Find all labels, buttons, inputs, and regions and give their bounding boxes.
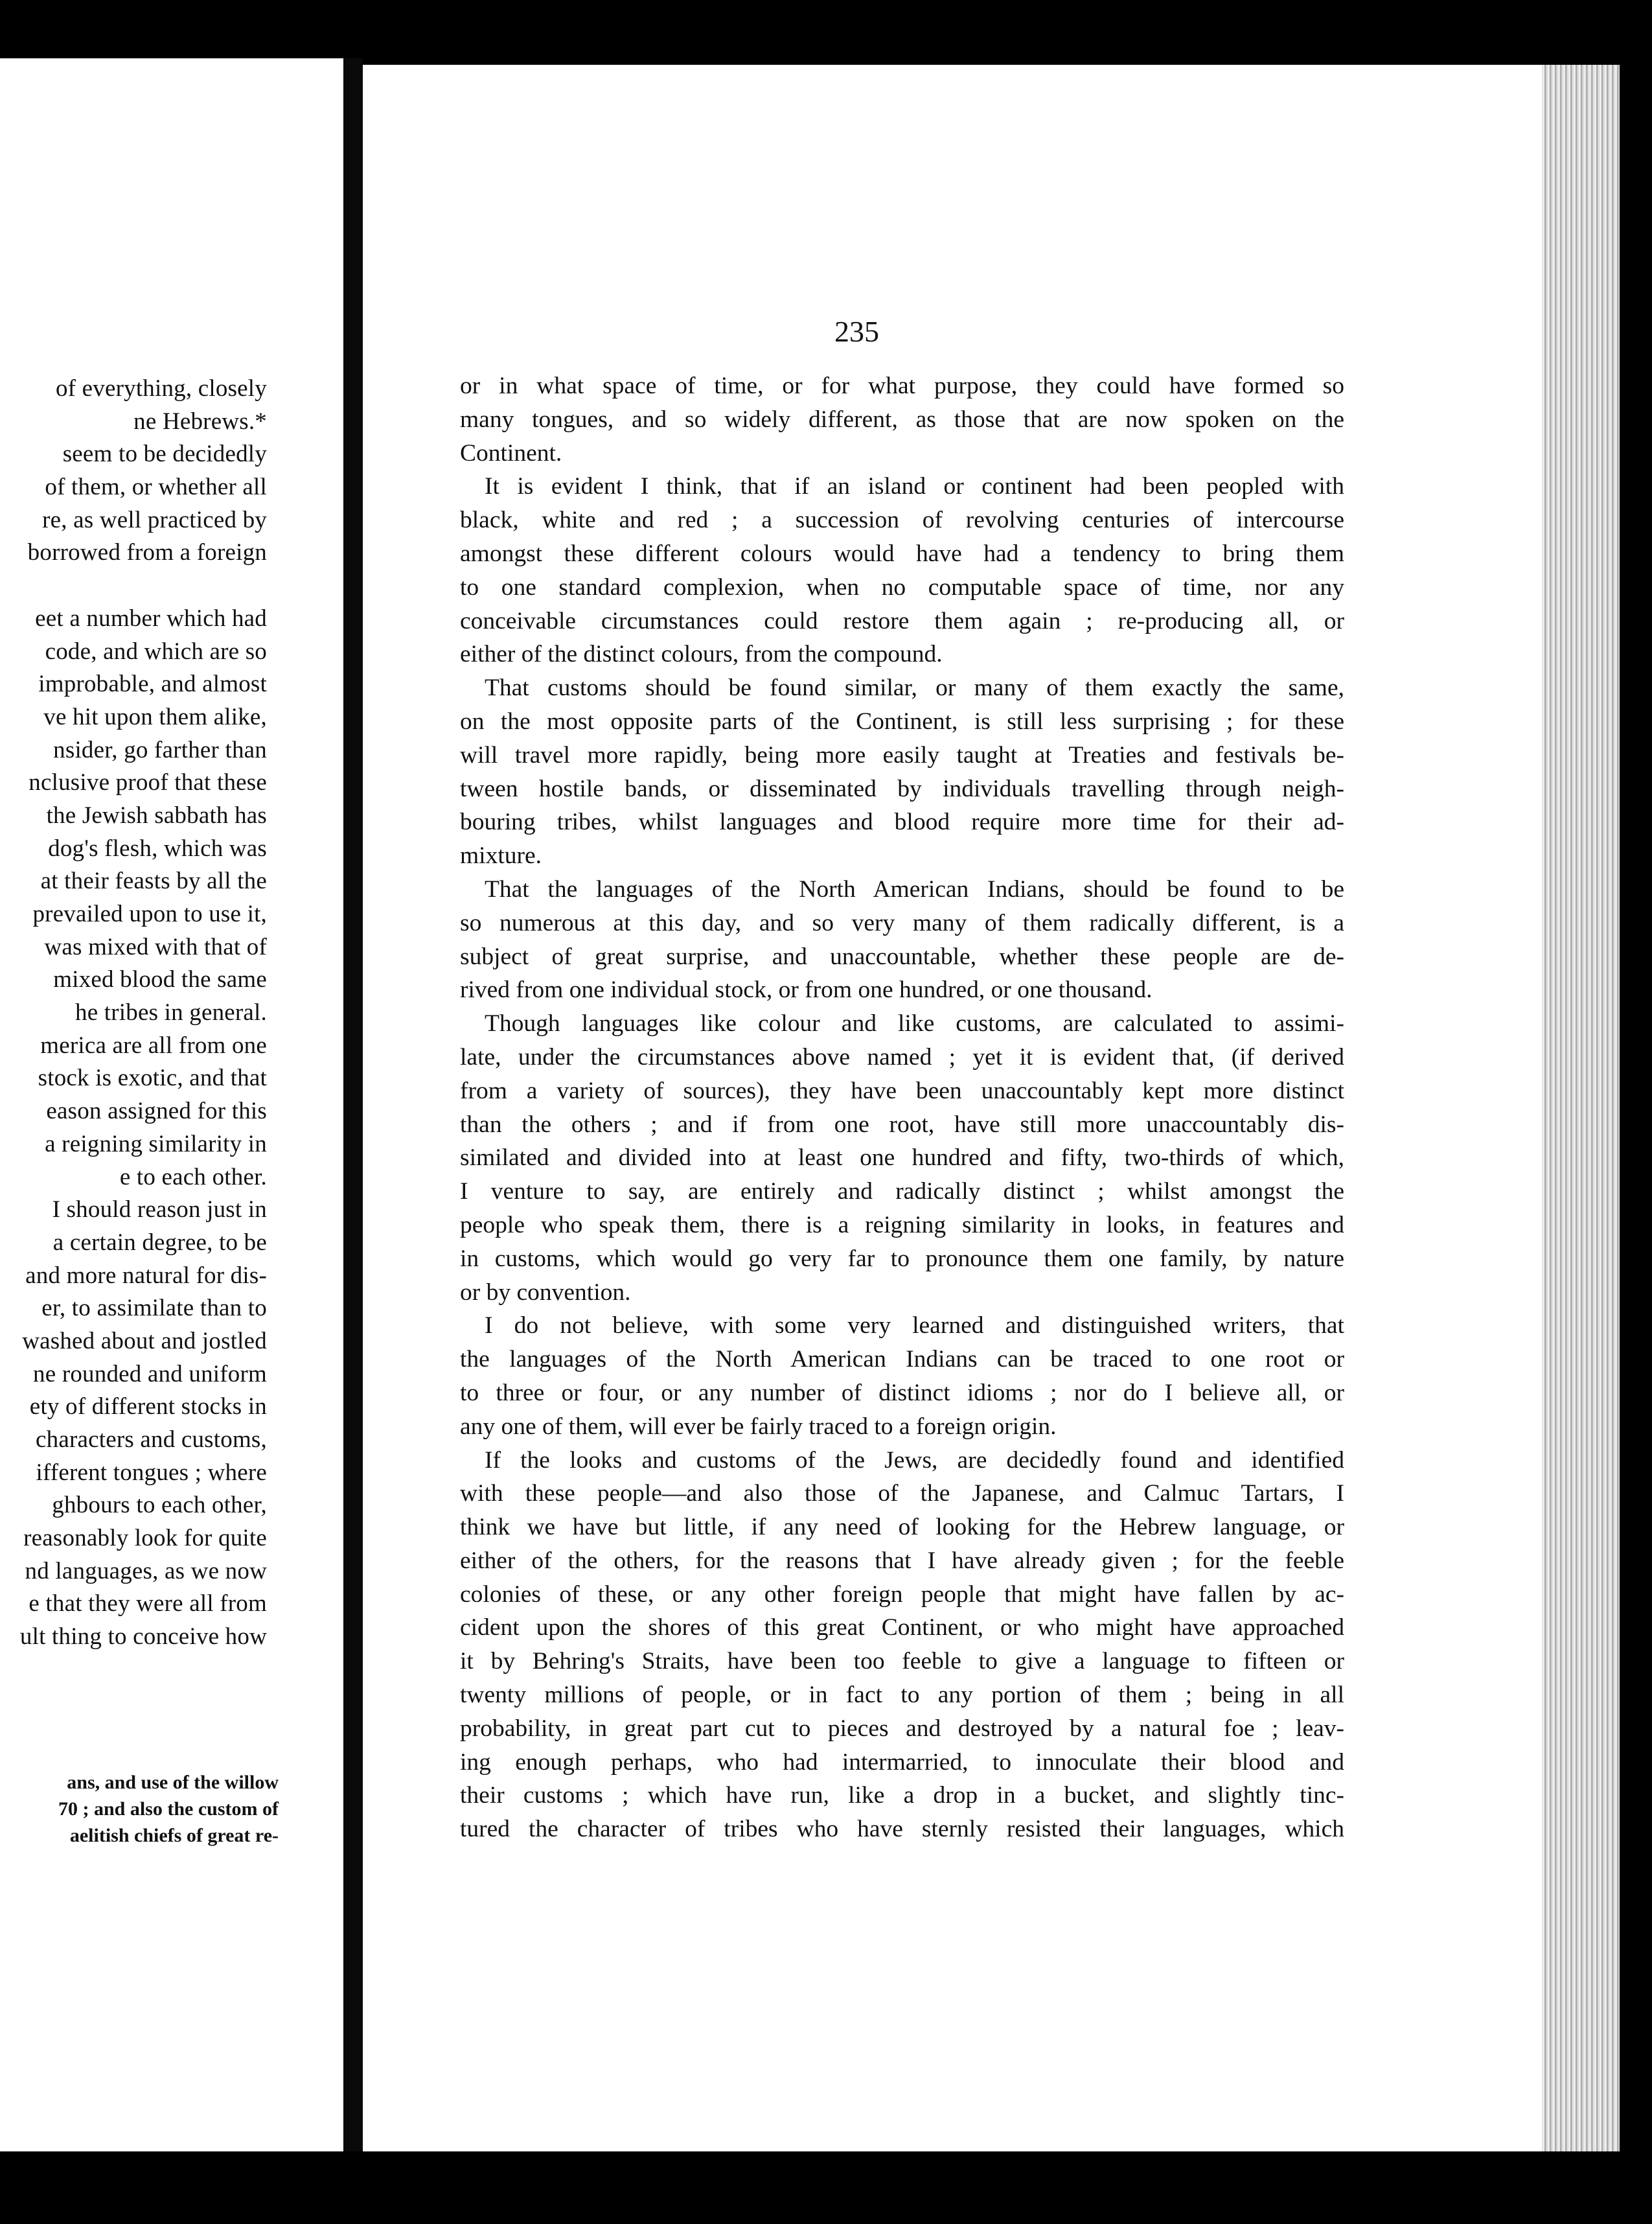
left-text-line: characters and customs, bbox=[36, 1426, 267, 1453]
left-page-fragment bbox=[0, 58, 343, 2151]
body-text-line: tween hostile bands, or disseminated by individuals travelling through neigh- bbox=[460, 775, 1344, 802]
left-text-line: borrowed from a foreign bbox=[27, 539, 267, 566]
left-text-line: ve hit upon them alike, bbox=[43, 703, 267, 730]
body-text-line: with these people—and also those of the Japanese, and Calmuc Tartars, I bbox=[460, 1480, 1344, 1507]
body-text-line: their customs ; which have run, like a drop in a bucket, and slightly tinc- bbox=[460, 1782, 1344, 1809]
left-text-line: and more natural for dis- bbox=[25, 1262, 267, 1289]
left-text-line: of them, or whether all bbox=[45, 474, 267, 501]
left-page-footnotes bbox=[0, 1769, 279, 1849]
body-text-line: people who speak them, there is a reigning similarity in looks, in features and bbox=[460, 1211, 1344, 1238]
body-text-line: probability, in great part cut to pieces and destroyed by a natural foe ; leav- bbox=[460, 1715, 1344, 1742]
book-gutter bbox=[343, 58, 363, 2151]
left-text-line: dog's flesh, which was bbox=[48, 835, 267, 862]
left-text-line: ne rounded and uniform bbox=[33, 1360, 267, 1387]
left-text-line: stock is exotic, and that bbox=[38, 1065, 267, 1092]
scan-border-bottom bbox=[0, 2151, 1652, 2224]
body-text-line: It is evident I think, that if an island or continent had been peopled with bbox=[485, 473, 1344, 500]
scan-border-right bbox=[1620, 65, 1652, 2224]
left-text-line: er, to assimilate than to bbox=[41, 1295, 267, 1322]
body-text-line: the languages of the North American Indians can be traced to one root or bbox=[460, 1346, 1344, 1373]
body-text-line: twenty millions of people, or in fact to any portion of them ; being in all bbox=[460, 1682, 1344, 1709]
body-text-line: any one of them, will ever be fairly traced to a foreign origin. bbox=[460, 1413, 1057, 1440]
left-text-line: washed about and jostled bbox=[22, 1327, 267, 1354]
body-text-line: subject of great surprise, and unaccountable, whether these people are de- bbox=[460, 943, 1344, 970]
left-text-line: ety of different stocks in bbox=[29, 1393, 267, 1420]
left-text-line: eet a number which had bbox=[35, 605, 267, 632]
left-text-line: a certain degree, to be bbox=[52, 1229, 267, 1256]
left-text-line: at their feasts by all the bbox=[40, 868, 267, 895]
left-text-line: he tribes in general. bbox=[75, 999, 267, 1026]
left-text-line: prevailed upon to use it, bbox=[32, 901, 267, 927]
body-text-line: bouring tribes, whilst languages and blood require more time for their ad- bbox=[460, 809, 1344, 836]
body-text-line: so numerous at this day, and so very many of them radically different, is a bbox=[460, 909, 1344, 936]
body-text-line: than the others ; and if from one root, have still more unaccountably dis- bbox=[460, 1111, 1344, 1138]
body-text-line: amongst these different colours would have had a tendency to bring them bbox=[460, 540, 1344, 567]
left-text-line: ult thing to conceive how bbox=[19, 1623, 267, 1651]
left-text-line: of everything, closely bbox=[55, 375, 267, 402]
left-text-line: ifferent tongues ; where bbox=[36, 1459, 267, 1486]
body-text-line: mixture. bbox=[460, 842, 542, 870]
left-text-line: mixed blood the same bbox=[53, 966, 267, 993]
body-text-line: in customs, which would go very far to pronounce them one family, by nature bbox=[460, 1245, 1344, 1272]
right-page-text bbox=[460, 369, 1344, 1846]
body-text-line: or in what space of time, or for what purpose, they could have formed so bbox=[460, 373, 1344, 399]
body-text-line: on the most opposite parts of the Continent, is still less surprising ; for these bbox=[460, 708, 1344, 735]
left-text-line: nclusive proof that these bbox=[29, 769, 267, 796]
left-text-line: ghbours to each other, bbox=[52, 1492, 267, 1519]
left-text-line: ne Hebrews.* bbox=[133, 408, 267, 435]
body-text-line: That customs should be found similar, or many of them exactly the same, bbox=[485, 675, 1344, 702]
body-text-line: I do not believe, with some very learned and distinguished writers, that bbox=[485, 1312, 1344, 1339]
body-text-line: to one standard complexion, when no computable space of time, nor any bbox=[460, 573, 1344, 601]
left-text-line: improbable, and almost bbox=[38, 671, 267, 698]
body-text-line: to three or four, or any number of distinct idioms ; nor do I believe all, or bbox=[460, 1379, 1344, 1406]
left-text-line: a reigning similarity in bbox=[45, 1130, 267, 1157]
body-text-line: Though languages like colour and like customs, are calculated to assimi- bbox=[485, 1010, 1344, 1037]
left-text-line: e that they were all from bbox=[29, 1590, 267, 1617]
left-text-line: eason assigned for this bbox=[46, 1098, 267, 1125]
left-text-line: nsider, go farther than bbox=[53, 736, 267, 763]
left-text-line bbox=[0, 570, 267, 603]
page-number: 235 bbox=[834, 315, 879, 348]
left-text-line: the Jewish sabbath has bbox=[46, 802, 267, 829]
body-text-line: either of the distinct colours, from the compound. bbox=[460, 641, 943, 668]
body-text-line: Continent. bbox=[460, 439, 562, 467]
body-text-line: tured the character of tribes who have sternly resisted their languages, which bbox=[460, 1816, 1344, 1843]
body-text-line: late, under the circumstances above named ; yet it is evident that, (if derived bbox=[460, 1043, 1344, 1071]
left-text-line: code, and which are so bbox=[45, 638, 267, 665]
page-edges bbox=[1542, 65, 1620, 2190]
body-text-line: I venture to say, are entirely and radically distinct ; whilst amongst the bbox=[460, 1178, 1344, 1205]
body-text-line: If the looks and customs of the Jews, are decidedly found and identified bbox=[485, 1446, 1344, 1474]
body-text-line: will travel more rapidly, being more easily taught at Treaties and festivals be- bbox=[460, 741, 1344, 769]
body-text-line: black, white and red ; a succession of revolving centuries of intercourse bbox=[460, 507, 1344, 534]
left-text-line: e to each other. bbox=[119, 1163, 267, 1190]
body-text-line: from a variety of sources), they have been unaccountably kept more distinct bbox=[460, 1077, 1344, 1104]
left-footnote-line: aelitish chiefs of great re- bbox=[69, 1825, 279, 1846]
body-text-line: rived from one individual stock, or from one hundred, or one thousand. bbox=[460, 977, 1153, 1004]
left-footnote-line: 70 ; and also the custom of bbox=[58, 1798, 279, 1820]
body-text-line: either of the others, for the reasons that I have already given ; for the feeble bbox=[460, 1547, 1344, 1574]
body-text-line: That the languages of the North American Indians, should be found to be bbox=[485, 875, 1344, 903]
body-text-line: ing enough perhaps, who had intermarried, to innoculate their blood and bbox=[460, 1748, 1344, 1776]
left-text-line: re, as well practiced by bbox=[42, 506, 267, 533]
left-text-line: seem to be decidedly bbox=[62, 441, 267, 468]
body-text-line: it by Behring's Straits, have been too feeble to give a language to fifteen or bbox=[460, 1648, 1344, 1675]
left-text-line: reasonably look for quite bbox=[23, 1525, 267, 1552]
left-text-line: merica are all from one bbox=[40, 1032, 267, 1059]
body-text-line: similated and divided into at least one hundred and fifty, two-thirds of which, bbox=[460, 1144, 1344, 1172]
body-text-line: or by convention. bbox=[460, 1279, 631, 1306]
body-text-line: cident upon the shores of this great Continent, or who might have approached bbox=[460, 1614, 1344, 1641]
left-text-line: was mixed with that of bbox=[44, 933, 267, 960]
body-text-line: conceivable circumstances could restore them again ; re-producing all, or bbox=[460, 607, 1344, 634]
left-footnote-line: ans, and use of the willow bbox=[67, 1772, 279, 1793]
left-text-line: nd languages, as we now bbox=[25, 1557, 267, 1584]
body-text-line: many tongues, and so widely different, as those that are now spoken on the bbox=[460, 406, 1344, 433]
left-text-line: I should reason just in bbox=[52, 1196, 267, 1223]
body-text-line: think we have but little, if any need of looking for the Hebrew language, or bbox=[460, 1514, 1344, 1541]
body-text-line: colonies of these, or any other foreign people that might have fallen by ac- bbox=[460, 1581, 1344, 1608]
left-page-text bbox=[0, 373, 267, 1654]
